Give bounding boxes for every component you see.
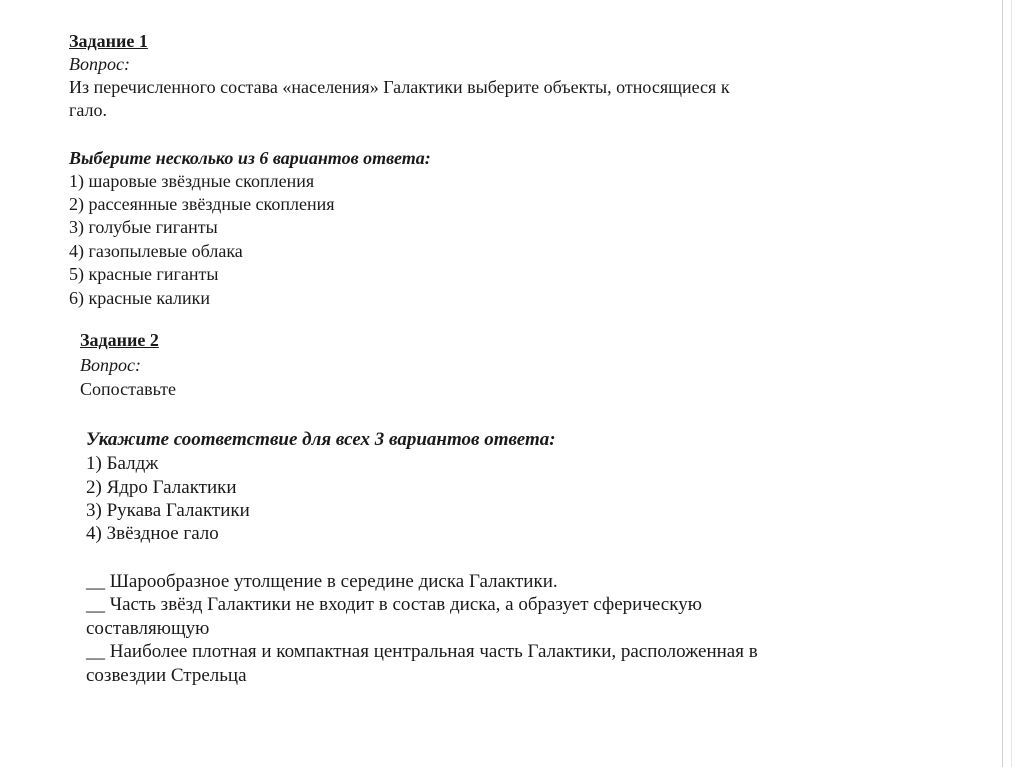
task1-option-4: 4) газопылевые облака [69,241,243,261]
task2-statement-3-cont: созвездии Стрельца [86,665,247,686]
task2-instruction: Укажите соответствие для всех 3 вариантов ответа: [86,429,556,450]
task1-option-6: 6) красные калики [69,288,211,308]
task2-title: Задание 2 [80,330,159,350]
task1-title: Задание 1 [69,31,148,51]
task2-option-2: 2) Ядро Галактики [86,477,237,498]
task1-option-5: 5) красные гиганты [69,264,219,284]
task1-option-2: 2) рассеянные звёздные скопления [69,194,335,214]
slide-border [1002,0,1003,767]
slide-border-shadow [1011,0,1012,767]
task2-statement-2-cont: составляющую [86,618,210,639]
task1-question-label: Вопрос: [69,54,130,74]
task1-instruction: Выберите несколько из 6 вариантов ответа: [69,148,431,168]
task1-question-line2: гало. [69,100,108,120]
task2-statement-3: __ Наиболее плотная и компактная центральная часть Галактики, расположенная в [86,641,758,662]
task2-question-label: Вопрос: [80,355,141,375]
task1-option-3: 3) голубые гиганты [69,217,218,237]
task2-option-4: 4) Звёздное гало [86,523,219,544]
task2-question-text: Сопоставьте [80,379,177,399]
task1-question-line1: Из перечисленного состава «населения» Галактики выберите объекты, относящиеся к [69,77,730,97]
task2-statement-2: __ Часть звёзд Галактики не входит в состав диска, а образует сферическую [86,594,702,615]
task2-option-1: 1) Балдж [86,453,159,474]
task2-option-3: 3) Рукава Галактики [86,500,250,521]
task2-statement-1: __ Шарообразное утолщение в середине диска Галактики. [86,571,558,592]
task1-option-1: 1) шаровые звёздные скопления [69,171,315,191]
